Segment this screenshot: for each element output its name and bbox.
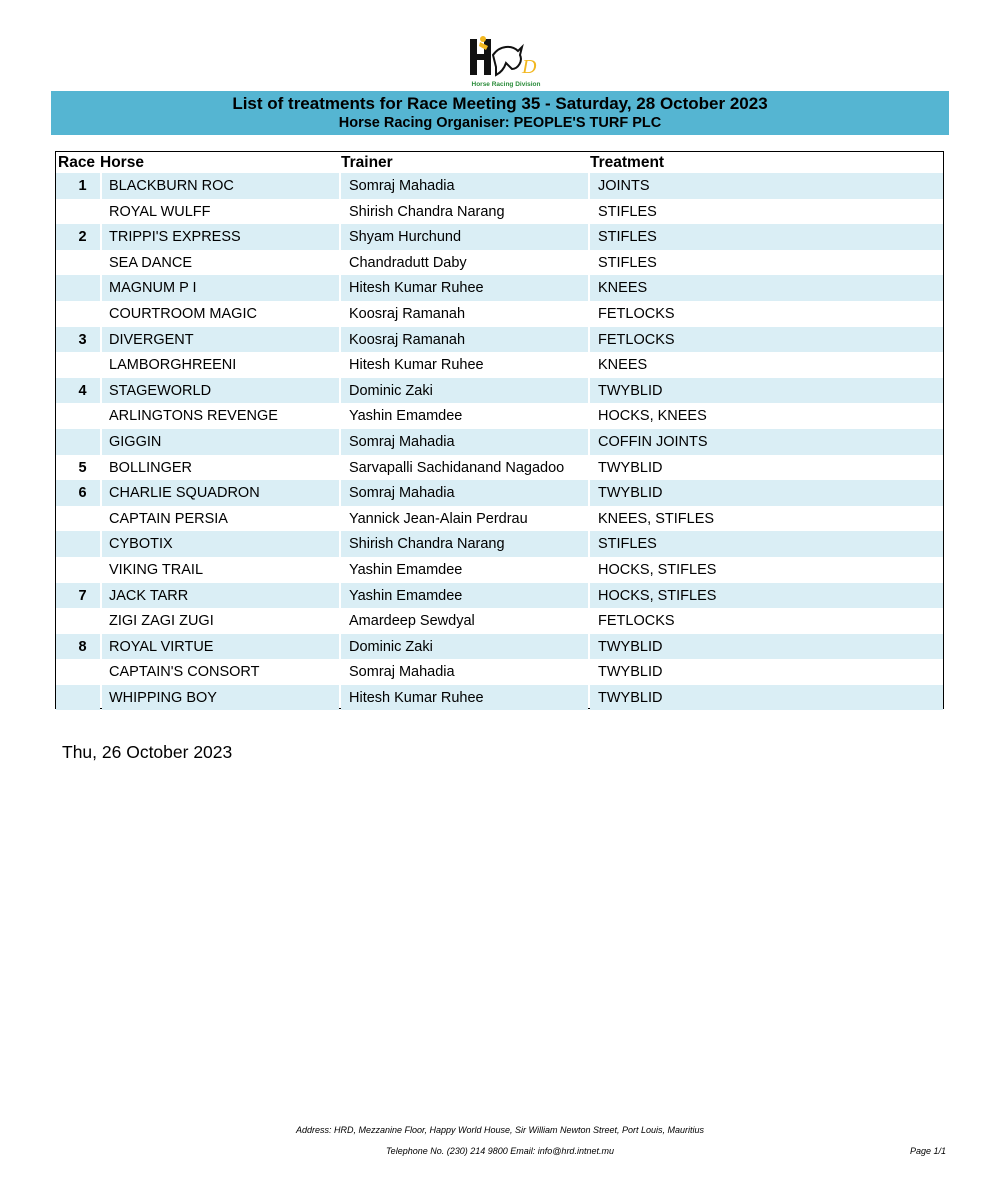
treatment-cell: COFFIN JOINTS <box>598 433 708 450</box>
horse-cell: ROYAL WULFF <box>109 203 211 220</box>
trainer-cell: Koosraj Ramanah <box>349 305 466 322</box>
title-band <box>51 91 949 135</box>
race-cell: 6 <box>78 485 87 502</box>
horse-cell: SEA DANCE <box>109 254 192 271</box>
table-row <box>56 659 943 685</box>
race-cell: 1 <box>78 178 87 194</box>
treatment-cell: FETLOCKS <box>598 613 675 630</box>
footer-contact: Telephone No. (230) 214 9800 Email: info@hrd.intnet.mu <box>386 1146 614 1156</box>
treatment-cell: HOCKS, STIFLES <box>598 561 717 578</box>
table-row <box>56 429 943 455</box>
column-header-horse: Horse <box>100 154 144 171</box>
trainer-cell: Yashin Emamdee <box>349 408 463 425</box>
horse-cell: TRIPPI'S EXPRESS <box>109 229 241 246</box>
horse-cell: ROYAL VIRTUE <box>109 638 214 655</box>
column-header-trainer: Trainer <box>341 154 393 171</box>
race-cell: 5 <box>78 459 87 476</box>
treatments-table <box>55 151 944 709</box>
trainer-cell: Yashin Emamdee <box>349 561 463 578</box>
treatment-cell: KNEES, STIFLES <box>598 510 715 527</box>
table-row <box>56 275 943 301</box>
horse-cell: STAGEWORLD <box>109 382 212 399</box>
trainer-cell: Amardeep Sewdyal <box>349 613 475 630</box>
horse-logo-icon <box>460 33 552 89</box>
table-row <box>56 455 943 481</box>
table-row <box>56 685 943 711</box>
treatment-cell: STIFLES <box>598 536 657 553</box>
horse-cell: JACK TARR <box>109 587 189 604</box>
horse-cell: BOLLINGER <box>109 459 192 476</box>
trainer-cell: Dominic Zaki <box>349 382 433 399</box>
table-row <box>56 378 943 404</box>
table-row <box>56 250 943 276</box>
horse-cell: GIGGIN <box>109 433 162 450</box>
table-body <box>56 173 943 710</box>
page-subtitle: Horse Racing Organiser: PEOPLE'S TURF PLC <box>338 115 662 131</box>
horse-cell: WHIPPING BOY <box>109 689 217 706</box>
trainer-cell: Hitesh Kumar Ruhee <box>349 280 484 297</box>
trainer-cell: Sarvapalli Sachidanand Nagadoo <box>349 459 565 476</box>
race-cell: 7 <box>78 587 87 604</box>
table-header <box>56 152 943 173</box>
horse-cell: VIKING TRAIL <box>109 561 204 578</box>
printed-date: Thu, 26 October 2023 <box>62 742 233 762</box>
page-title: List of treatments for Race Meeting 35 - Saturday, 28 October 2023 <box>232 94 768 113</box>
svg-text:D: D <box>522 56 537 78</box>
treatment-cell: STIFLES <box>598 229 657 246</box>
page-number: Page 1/1 <box>910 1146 947 1156</box>
table-row <box>56 301 943 327</box>
horse-cell: ARLINGTONS REVENGE <box>109 408 278 425</box>
trainer-cell: Yannick Jean-Alain Perdrau <box>349 510 528 527</box>
table-row <box>56 480 943 506</box>
horse-cell: CHARLIE SQUADRON <box>109 485 260 502</box>
horse-cell: CAPTAIN PERSIA <box>109 510 228 527</box>
horse-cell: CAPTAIN'S CONSORT <box>109 664 260 681</box>
treatment-cell: TWYBLID <box>598 664 663 681</box>
table-row <box>56 583 943 609</box>
table-row <box>56 531 943 557</box>
horse-cell: MAGNUM P I <box>109 280 197 297</box>
treatment-cell: STIFLES <box>598 254 657 271</box>
trainer-cell: Dominic Zaki <box>349 638 433 655</box>
svg-text:Horse Racing Division: Horse Racing Division <box>471 81 541 88</box>
table-row <box>56 506 943 532</box>
horse-cell: CYBOTIX <box>109 536 173 553</box>
treatment-cell: TWYBLID <box>598 689 663 706</box>
trainer-cell: Somraj Mahadia <box>349 664 455 681</box>
treatment-cell: KNEES <box>598 280 648 297</box>
treatment-cell: TWYBLID <box>598 638 663 655</box>
horse-cell: COURTROOM MAGIC <box>109 305 257 322</box>
treatment-cell: HOCKS, KNEES <box>598 408 707 425</box>
trainer-cell: Koosraj Ramanah <box>349 331 466 348</box>
race-cell: 8 <box>78 638 87 655</box>
race-cell: 2 <box>78 229 87 246</box>
table-row <box>56 327 943 353</box>
hrd-logo <box>460 33 552 89</box>
trainer-cell: Shyam Hurchund <box>349 229 462 246</box>
treatment-cell: TWYBLID <box>598 382 663 399</box>
treatment-cell: TWYBLID <box>598 459 663 476</box>
trainer-cell: Hitesh Kumar Ruhee <box>349 689 484 706</box>
table-row <box>56 199 943 225</box>
horse-cell: DIVERGENT <box>109 331 194 348</box>
horse-cell: ZIGI ZAGI ZUGI <box>109 613 214 630</box>
trainer-cell: Somraj Mahadia <box>349 433 455 450</box>
trainer-cell: Somraj Mahadia <box>349 485 455 502</box>
race-cell: 3 <box>78 331 87 348</box>
treatment-cell: KNEES <box>598 357 648 374</box>
table-row <box>56 403 943 429</box>
trainer-cell: Shirish Chandra Narang <box>349 536 505 553</box>
trainer-cell: Chandradutt Daby <box>349 254 467 271</box>
horse-cell: BLACKBURN ROC <box>109 178 234 194</box>
trainer-cell: Yashin Emamdee <box>349 587 463 604</box>
treatment-cell: JOINTS <box>598 178 650 194</box>
treatment-cell: FETLOCKS <box>598 305 675 322</box>
trainer-cell: Somraj Mahadia <box>349 178 455 194</box>
treatment-cell: TWYBLID <box>598 485 663 502</box>
treatment-cell: STIFLES <box>598 203 657 220</box>
trainer-cell: Hitesh Kumar Ruhee <box>349 357 484 374</box>
race-cell: 4 <box>78 382 87 399</box>
table-row <box>56 173 943 199</box>
table-row <box>56 634 943 660</box>
table-row <box>56 224 943 250</box>
table-row <box>56 557 943 583</box>
treatment-cell: FETLOCKS <box>598 331 675 348</box>
column-header-treatment: Treatment <box>590 154 665 171</box>
table-row <box>56 608 943 634</box>
column-header-race: Race <box>58 154 96 171</box>
footer-address: Address: HRD, Mezzanine Floor, Happy World House, Sir William Newton Street, Port Louis, Mauritius <box>295 1125 705 1135</box>
treatment-cell: HOCKS, STIFLES <box>598 587 717 604</box>
horse-cell: LAMBORGHREENI <box>109 357 237 374</box>
trainer-cell: Shirish Chandra Narang <box>349 203 505 220</box>
table-row <box>56 352 943 378</box>
